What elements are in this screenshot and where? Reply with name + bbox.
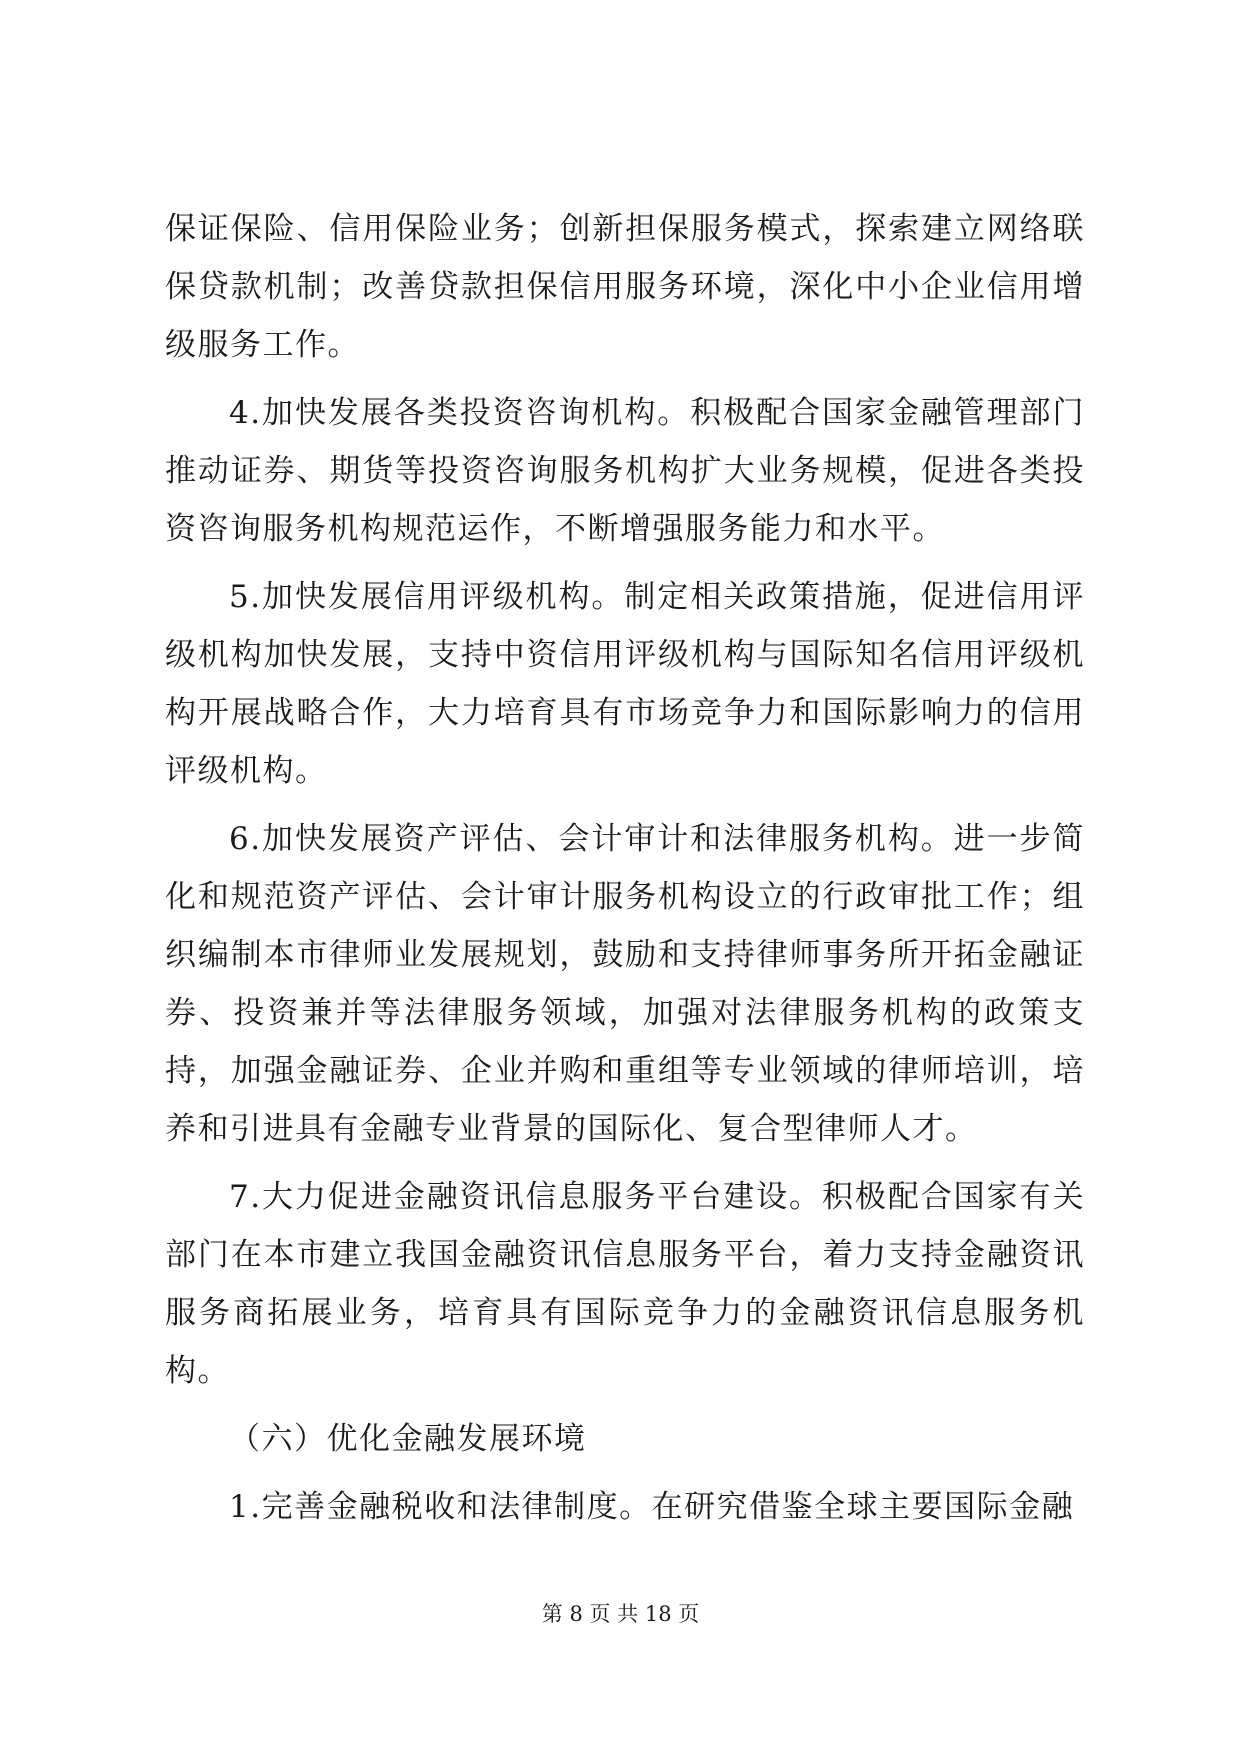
- paragraph-5: 7.大力促进金融资讯信息服务平台建设。积极配合国家有关部门在本市建立我国金融资讯信息服务平台，着力支持金融资讯服务商拓展业务，培育具有国际竞争力的金融资讯信息服务机构。: [165, 1179, 1085, 1389]
- paragraph-1: 保证保险、信用保险业务；创新担保服务模式，探索建立网络联保贷款机制；改善贷款担保信用服务环境，深化中小企业信用增级服务工作。: [165, 211, 1085, 363]
- paragraph-4: 6.加快发展资产评估、会计审计和法律服务机构。进一步简化和规范资产评估、会计审计服务机构设立的行政审批工作；组织编制本市律师业发展规划，鼓励和支持律师事务所开拓金融证券、投资兼并等法律服务领域，加强对法律服务机构的政策支持，加强金融证券、企业并购和重组等专业领域的律师培训，培养和引进具有金融专业背景的国际化、复合型律师人才。: [165, 821, 1085, 1147]
- paragraph-3: 5.加快发展信用评级机构。制定相关政策措施，促进信用评级机构加快发展，支持中资信用评级机构与国际知名信用评级机构开展战略合作，大力培育具有市场竞争力和国际影响力的信用评级机构。: [165, 579, 1085, 789]
- document-body: [165, 200, 1085, 1546]
- page-footer: 第 8 页 共 18 页: [541, 1602, 700, 1626]
- paragraph-2: 4.加快发展各类投资咨询机构。积极配合国家金融管理部门推动证券、期货等投资咨询服务机构扩大业务规模，促进各类投资咨询服务机构规范运作，不断增强服务能力和水平。: [165, 395, 1085, 547]
- section-heading: （六）优化金融发展环境: [229, 1421, 587, 1457]
- paragraph-6: 1.完善金融税收和法律制度。在研究借鉴全球主要国际金融: [229, 1489, 1075, 1525]
